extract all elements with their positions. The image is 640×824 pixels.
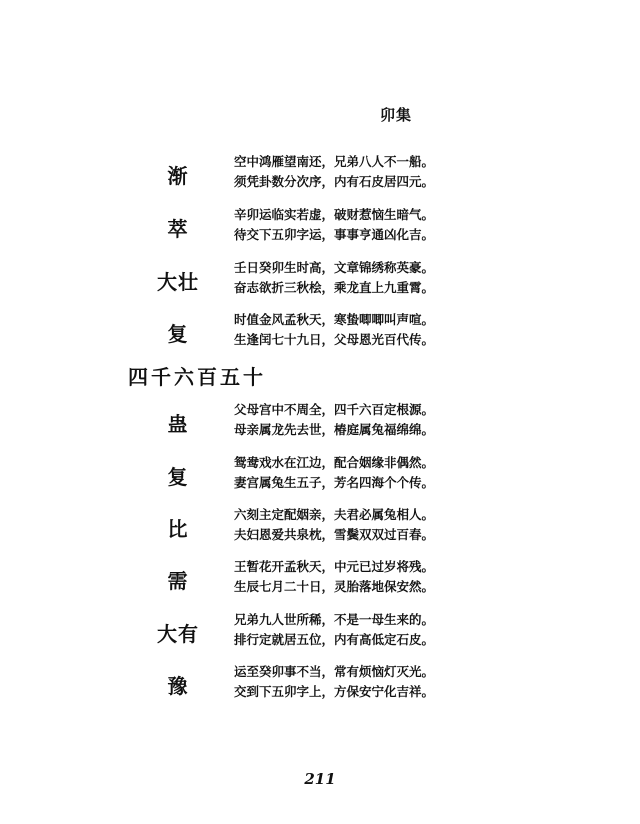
verse-line: 时值金风孟秋天，寒蛰唧唧叫声喧。 — [234, 312, 435, 327]
verse-entry — [150, 505, 470, 545]
verse-entry — [150, 400, 470, 440]
verse-line: 父母宫中不周全，四千六百定根源。 — [234, 402, 435, 417]
verse-text — [234, 258, 434, 298]
verse-line: 辛卯运临实若虚，破财惹恼生暗气。 — [234, 207, 435, 222]
verse-text — [234, 310, 434, 350]
verse-line: 交到下五卯字上，方保安宁化吉祥。 — [234, 684, 435, 699]
verse-text — [234, 662, 434, 702]
verse-line: 母亲属龙先去世，椿庭属兔福绵绵。 — [234, 422, 435, 437]
page-header-title: 卯集 — [380, 106, 413, 124]
verse-entry — [150, 152, 470, 192]
hexagram-name: 蛊 — [167, 412, 189, 436]
hexagram-name: 豫 — [167, 674, 189, 698]
verse-entry — [150, 258, 470, 298]
verse-line: 六刻主定配姻亲，夫君必属兔相人。 — [234, 507, 435, 522]
verse-line: 夫妇恩爱共泉枕，雪鬓双双过百春。 — [234, 527, 435, 542]
verse-text — [234, 205, 434, 245]
page-number: 211 — [304, 770, 336, 788]
verse-line: 奋志欲折三秋桧，乘龙直上九重霄。 — [234, 280, 435, 295]
verse-text — [234, 152, 434, 192]
verse-entry — [150, 310, 470, 350]
verse-text — [234, 453, 434, 493]
verse-entry — [150, 662, 470, 702]
hexagram-name: 复 — [167, 322, 189, 346]
verse-line: 待交下五卯字运，事事亨通凶化吉。 — [234, 227, 435, 242]
verse-entry — [150, 610, 470, 650]
verse-line: 生辰七月二十日，灵胎落地保安然。 — [234, 579, 435, 594]
verse-line: 运至癸卯事不当，常有烦恼灯灭光。 — [234, 664, 435, 679]
verse-line: 空中鸿雁望南还，兄弟八人不一船。 — [234, 154, 435, 169]
verse-line: 兄弟九人世所稀，不是一母生来的。 — [234, 612, 435, 627]
verse-line: 壬日癸卯生时高，文章锦绣称英豪。 — [234, 260, 435, 275]
verse-line: 妻宫属兔生五子，芳名四海个个传。 — [234, 475, 435, 490]
verse-text — [234, 400, 434, 440]
verse-text — [234, 610, 434, 650]
verse-line: 排行定就居五位，内有高低定石皮。 — [234, 632, 435, 647]
verse-entry — [150, 205, 470, 245]
verse-text — [234, 505, 434, 545]
hexagram-name: 复 — [167, 465, 189, 489]
hexagram-name: 大有 — [157, 622, 199, 646]
hexagram-name: 需 — [167, 569, 189, 593]
verse-line: 王暂花开孟秋天，中元已过岁将残。 — [234, 559, 435, 574]
verse-text — [234, 557, 434, 597]
verse-line: 须凭卦数分次序，内有石皮居四元。 — [234, 174, 435, 189]
hexagram-name: 大壮 — [157, 270, 199, 294]
verse-entry — [150, 557, 470, 597]
hexagram-name: 渐 — [167, 164, 189, 188]
hexagram-name: 比 — [167, 517, 189, 541]
section-title: 四千六百五十 — [128, 365, 266, 389]
verse-line: 鸳鸯戏水在江边，配合姻缘非偶然。 — [234, 455, 435, 470]
verse-line: 生逢闰七十九日，父母恩光百代传。 — [234, 332, 435, 347]
verse-entry — [150, 453, 470, 493]
hexagram-name: 萃 — [167, 217, 189, 241]
